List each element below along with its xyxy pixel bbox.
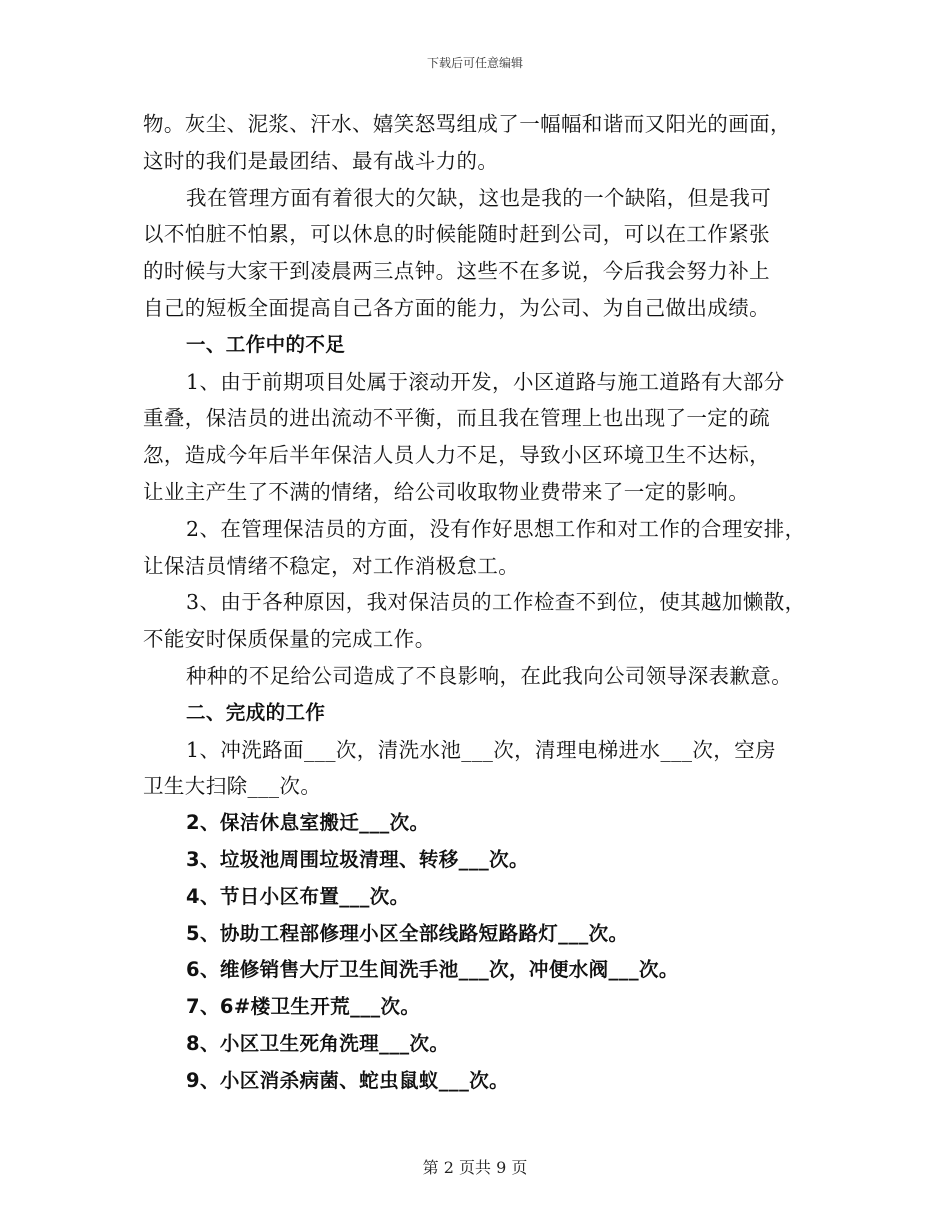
page-header: 下载后可任意编辑: [426, 56, 523, 70]
list-item: 2、保洁休息室搬迁___次。: [186, 811, 430, 835]
section-heading: 二、完成的工作: [186, 700, 326, 724]
text-line: 重叠，保洁员的进出流动不平衡，而且我在管理上也出现了一定的疏: [143, 406, 770, 431]
list-item: 6、维修销售大厅卫生间洗手池___次，冲便水阀___次。: [186, 958, 679, 982]
list-item: 8、小区卫生死角洗理___次。: [186, 1031, 450, 1055]
section-heading: 一、工作中的不足: [186, 332, 346, 356]
list-item: 5、协助工程部修理小区全部线路短路路灯___次。: [186, 921, 629, 945]
list-item: 3、垃圾池周围垃圾清理、转移___次。: [186, 847, 529, 871]
text-line: 我在管理方面有着很大的欠缺，这也是我的一个缺陷，但是我可: [186, 185, 772, 210]
text-line: 以不怕脏不怕累，可以休息的时候能随时赶到公司，可以在工作紧张: [143, 222, 770, 247]
text-line: 自己的短板全面提高自己各方面的能力，为公司、为自己做出成绩。: [143, 295, 770, 320]
text-line: 物。灰尘、泥浆、汗水、嬉笑怒骂组成了一幅幅和谐而又阳光的画面，: [143, 112, 791, 136]
text-line: 的时候与大家干到凌晨两三点钟。这些不在多说，今后我会努力补上: [143, 259, 770, 284]
list-item: 4、节日小区布置___次。: [186, 884, 410, 908]
text-line: 1、由于前期项目处属于滚动开发，小区道路与施工道路有大部分: [186, 369, 785, 394]
text-line: 忽，造成今年后半年保洁人员人力不足，导致小区环境卫生不达标，: [143, 443, 770, 468]
text-line: 让业主产生了不满的情绪，给公司收取物业费带来了一定的影响。: [143, 479, 750, 504]
page-footer: 第 2 页共 9 页: [422, 1158, 528, 1177]
list-item: 9、小区消杀病菌、蛇虫鼠蚁___次。: [186, 1068, 510, 1092]
text-line: 种种的不足给公司造成了不良影响，在此我向公司领导深表歉意。: [186, 663, 793, 688]
text-line: 3、由于各种原因，我对保洁员的工作检查不到位，使其越加懒散，: [186, 590, 806, 615]
text-line: 2、在管理保洁员的方面，没有作好思想工作和对工作的合理安排，: [186, 516, 806, 541]
text-line: 让保洁员情绪不稳定，对工作消极怠工。: [143, 553, 520, 578]
text-line: 1、冲洗路面___次，清洗水池___次，清理电梯进水___次，空房: [186, 737, 776, 762]
list-item: 7、6#楼卫生开荒___次。: [186, 995, 421, 1019]
text-line: 这时的我们是最团结、最有战斗力的。: [143, 148, 499, 173]
text-line: 不能安时保质保量的完成工作。: [143, 627, 436, 652]
document-body: [143, 106, 823, 1100]
text-line: 卫生大扫除___次。: [143, 774, 322, 799]
